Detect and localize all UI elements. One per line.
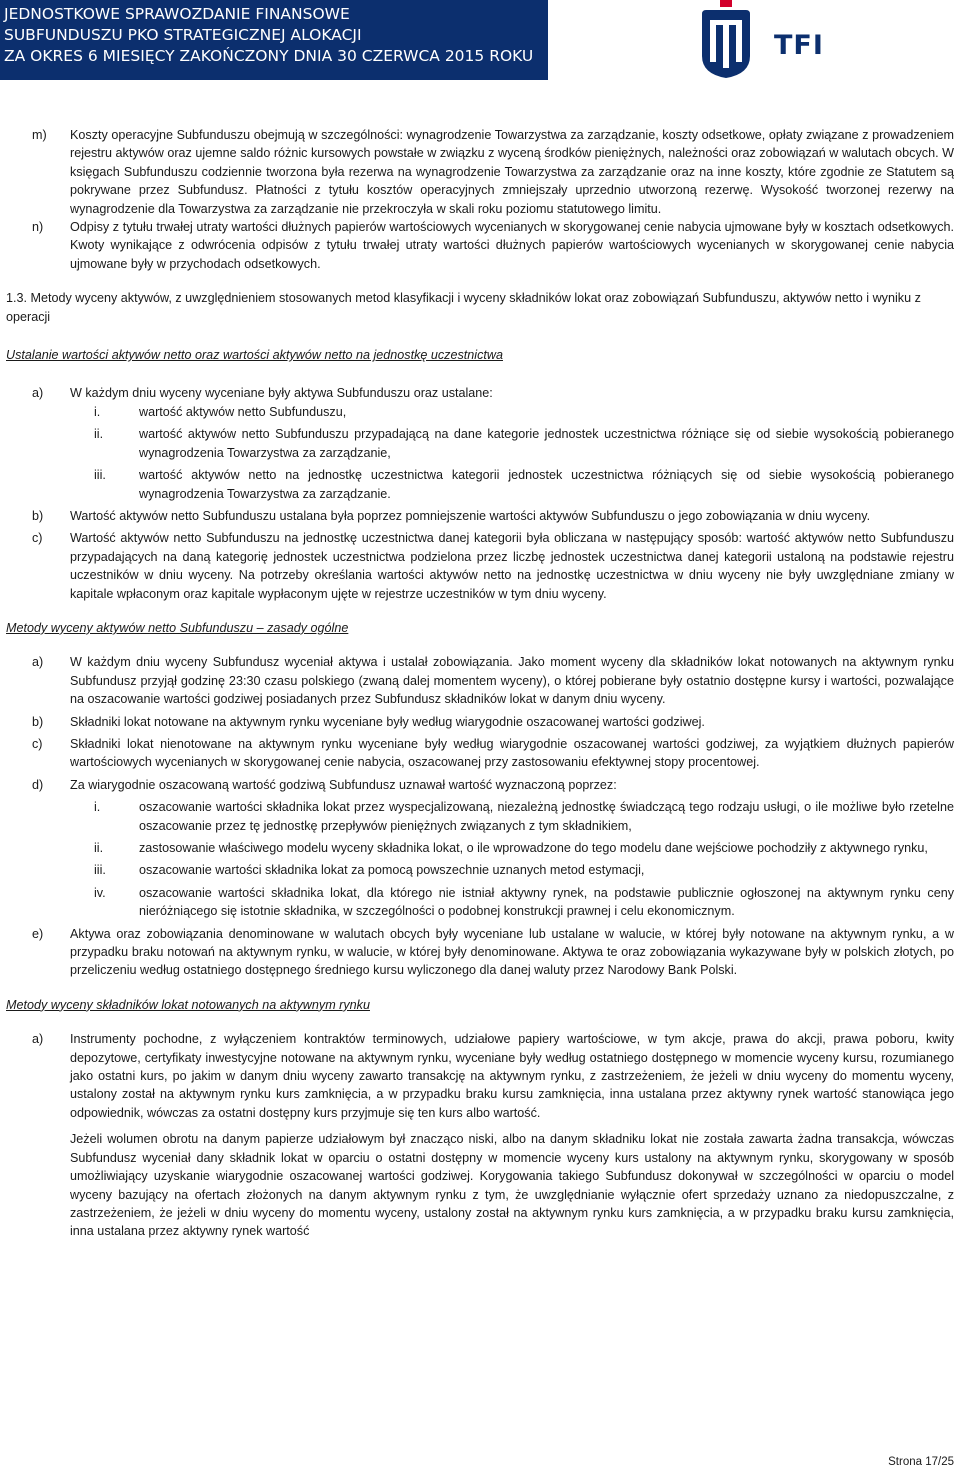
- list-marker: iv.: [94, 885, 106, 900]
- list-marker: e): [32, 926, 44, 941]
- sub-item-ii: [0, 839, 960, 857]
- list-item-b: [0, 713, 960, 731]
- item-text: wartość aktywów netto na jednostkę uczestnictwa kategorii jednostek uczestnictwa różniących się od siebie wysokością pobieranego wynagrodzenia Towarzystwa za zarządzanie.: [139, 468, 954, 501]
- section-title: 1.3. Metody wyceny aktywów, z uwzględnieniem stosowanych metod klasyfikacji i wyceny składników lokat oraz zobowiązań Subfunduszu, aktywów netto i wyniku z operacji: [6, 291, 921, 324]
- item-text: wartość aktywów netto Subfunduszu przypadającą na dane kategorie jednostek uczestnictwa różniące się od siebie wysokością pobieranego wynagrodzenia Towarzystwa za zarządzanie,: [139, 427, 954, 460]
- item-text: wartość aktywów netto Subfunduszu,: [139, 404, 347, 419]
- list-item-e: [0, 925, 960, 980]
- list-marker: iii.: [94, 468, 106, 483]
- list-item-a: [0, 1030, 960, 1122]
- item-text: Wartość aktywów netto Subfunduszu na jednostkę uczestnictwa danej kategorii była obliczana w następujący sposób: wartość aktywów netto Subfunduszu przypadających na daną kategorię jednostek uczestnictwa podzielona przez liczbę jednostek uczestnictwa danej kategorii ustaloną na podstawie rejestru uczestników w dniu wyceny. Na potrzeby określania wartości aktywów netto na jednostkę uczestnictwa w dniu wyceny nie były uwzględniane zmiany w kapitale wpłaconym oraz kapitale wypłaconym ujęte w rejestrze uczestników w tym dniu wyceny.: [70, 531, 954, 601]
- heading-nav: Ustalanie wartości aktywów netto oraz wartości aktywów netto na jednostkę uczestnictwa: [6, 348, 503, 363]
- paragraph: Jeżeli wolumen obrotu na danym papierze udziałowym był znacząco niski, albo na danym składniku lokat nie została zawarta żadna transakcja, wówczas Subfundusz wyceniał dany składnik lokat w oparciu o ostatni dostępny w momencie wyceny kurs ustalony na aktywnym rynku, skorygowany w sposób umożliwiający uzyskanie wiarygodnie oszacowanej wartości godziwej. Korygowania takiego Subfundusz dokonywał w szczególności w oparciu o model wyceny bazujący na ofertach złożonych na danym aktywnym rynku z tym, że uwzględnianie wyłącznie ofert sprzedaży uznano za niedopuszczalne, z zastrzeżeniem, że jeżeli w dniu wyceny do momentu wyceny, ustalony został na aktywnym rynku kurs zamknięcia, a w przypadku braku kursu zamknięcia, inna ustalana przez aktywny rynek wartość: [70, 1132, 954, 1239]
- item-text: oszacowanie wartości składnika lokat, dla którego nie istniał aktywny rynek, na podstawie publicznie ogłoszonej na aktywnym rynku ceny nieróżniącego się istotnie składnika, w szczególności o podobnej konstrukcji prawnej i celu ekonomicznym.: [139, 885, 954, 919]
- item-text: W każdym dniu wyceny wyceniane były aktywa Subfunduszu oraz ustalane:: [70, 386, 493, 401]
- list-item-b: [0, 507, 960, 525]
- header-title-bar: [0, 0, 548, 80]
- list-marker: i.: [94, 800, 101, 815]
- heading-general-rules: Metody wyceny aktywów netto Subfunduszu – zasady ogólne: [6, 620, 349, 635]
- item-text: oszacowanie wartości składnika lokat przez wyspecjalizowaną, niezależną jednostkę świadczącą tego rodzaju usługi, o ile możliwe było rzetelne oszacowanie przez tę jednostkę przepływów pieniężnych związanych z tym składnikiem,: [139, 800, 954, 833]
- list-item-c: [0, 735, 960, 772]
- list-marker: i.: [94, 404, 101, 419]
- list-item-c: [0, 529, 960, 603]
- tfi-logo-text: TFI: [774, 30, 824, 61]
- sub-item-iv: [0, 884, 960, 921]
- pko-tfi-logo: [692, 0, 822, 80]
- list-marker: d): [32, 777, 44, 792]
- page-header: [0, 0, 960, 80]
- list-item-n: [0, 218, 960, 273]
- list-marker: a): [32, 386, 44, 401]
- list-marker: c): [32, 531, 43, 546]
- list-marker: m): [32, 128, 47, 142]
- list-marker: iii.: [94, 863, 106, 878]
- pko-logo-icon: [692, 0, 772, 80]
- item-text: Składniki lokat nienotowane na aktywnym rynku wyceniane były według wiarygodnie oszacowanej wartości godziwej, za wyjątkiem dłużnych papierów wartościowych wycenianych w skorygowanej cenie nabycia, oszacowanej przy zastosowaniu efektywnej stopy procentowej.: [70, 736, 954, 770]
- item-text: oszacowanie wartości składnika lokat za pomocą powszechnie uznanych metod estymacji,: [139, 863, 645, 878]
- sub-item-i: [0, 403, 960, 421]
- list-marker: b): [32, 508, 44, 523]
- report-title-line-1: JEDNOSTKOWE SPRAWOZDANIE FINANSOWE: [4, 5, 350, 23]
- sub-item-ii: [0, 425, 960, 462]
- list-marker: a): [32, 655, 44, 670]
- item-text: Składniki lokat notowane na aktywnym rynku wyceniane były według wiarygodnie oszacowanej wartości godziwej.: [70, 714, 705, 729]
- list-marker: a): [32, 1032, 44, 1047]
- item-text: Wartość aktywów netto Subfunduszu ustalana była poprzez pomniejszenie wartości aktywów Subfunduszu o jego zobowiązania w dniu wyceny.: [70, 508, 871, 523]
- item-text: W każdym dniu wyceny Subfundusz wyceniał aktywa i ustalał zobowiązania. Jako moment wyceny dla składników lokat notowanych na aktywnym rynku Subfundusz przyjął godzinę 23:30 czasu polskiego (zwaną dalej momentem wyceny), o której pobierane były ostatnio dostępne kursy i wartości, pozwalające na oszacowanie wartości godziwej posiadanych przez Subfundusz składników lokat w danym dniu wyceny.: [70, 655, 954, 707]
- item-text: Za wiarygodnie oszacowaną wartość godziwą Subfundusz uznawał wartość wyznaczoną poprzez:: [70, 777, 617, 792]
- report-title-line-2: SUBFUNDUSZU PKO STRATEGICZNEJ ALOKACJI: [4, 26, 362, 44]
- heading-listed-assets: Metody wyceny składników lokat notowanych na aktywnym rynku: [6, 997, 370, 1012]
- list-item-a: [0, 653, 960, 708]
- sub-item-iii: [0, 861, 960, 879]
- item-text: Koszty operacyjne Subfunduszu obejmują w szczególności: wynagrodzenie Towarzystwa za zarządzanie, koszty odsetkowe, opłaty związane z prowadzeniem rejestru aktywów oraz ujemne saldo różnic kursowych powstałe w związku z wyceną środków pieniężnych, należności oraz zobowiązań w walutach obcych. W księgach Subfunduszu codziennie tworzona była rezerwa na wynagrodzenie Towarzystwa za zarządzanie oraz na inne koszty, które zgodnie ze Statutem są pokrywane przez Subfundusz. Płatności z tytułu kosztów operacyjnych zmniejszały uprzednio utworzoną rezerwę. Wysokość tworzonej rezerwy na wynagrodzenie dla Towarzystwa za zarządzanie nie przekroczyła w skali roku poziomu statutowego limitu.: [70, 128, 954, 216]
- list-marker: b): [32, 714, 44, 729]
- list-item-m: [0, 126, 960, 218]
- item-text: Instrumenty pochodne, z wyłączeniem kontraktów terminowych, udziałowe papiery wartościowe, w tym akcje, prawa do akcji, prawa poboru, kwity depozytowe, certyfikaty inwestycyjne notowane na aktywnym rynku, wyceniane były według ostatniego dostępnego w momencie wyceny kursu, rozumianego jako ostatni kurs, po jakim w danym dniu wyceny zawarto transakcję na aktywnym rynku, z zastrzeżeniem, że jeżeli w dniu wyceny do momentu wyceny, ustalony został na aktywnym rynku kurs zamknięcia, a w przypadku braku kursu zamknięcia, inna ustalana przez aktywny rynek wartość stanowiąca jego odpowiednik, wówczas za ostatni dostępny kurs przyjmuje się ten kurs albo wartość.: [70, 1032, 954, 1120]
- list-item-d: [0, 776, 960, 794]
- document-body: [0, 126, 960, 1241]
- page-number: Strona 17/25: [888, 1456, 954, 1468]
- list-marker: ii.: [94, 427, 104, 442]
- item-text: Aktywa oraz zobowiązania denominowane w walutach obcych były wyceniane lub ustalane w walucie, w której były notowane na aktywnym rynku, a w przypadku braku notowań na aktywnym rynku, w walucie, w której były denominowane. Aktywa te oraz zobowiązania wykazywane były w polskich złotych, po przeliczeniu według ostatniego dostępnego średniego kursu wyliczonego dla danej waluty przez Narodowy Bank Polski.: [70, 926, 954, 978]
- list-marker: c): [32, 736, 43, 751]
- sub-item-iii: [0, 466, 960, 503]
- list-marker: n): [32, 220, 44, 235]
- list-item-a: [0, 384, 960, 402]
- list-marker: ii.: [94, 841, 104, 855]
- sub-item-i: [0, 798, 960, 835]
- item-text: Odpisy z tytułu trwałej utraty wartości dłużnych papierów wartościowych wycenianych w skorygowanej cenie nabycia ujmowane były w kosztach odsetkowych. Kwoty wynikające z odwrócenia odpisów z tytułu trwałej utraty wartości dłużnych papierów wartościowych wycenianych w skorygowanej cenie nabycia ujmowane były w przychodach odsetkowych.: [70, 220, 954, 271]
- report-title-line-3: ZA OKRES 6 MIESIĘCY ZAKOŃCZONY DNIA 30 CZERWCA 2015 ROKU: [4, 47, 534, 65]
- item-text: zastosowanie właściwego modelu wyceny składnika lokat, o ile wprowadzone do tego modelu dane wejściowe pochodziły z aktywnego rynku,: [139, 841, 928, 855]
